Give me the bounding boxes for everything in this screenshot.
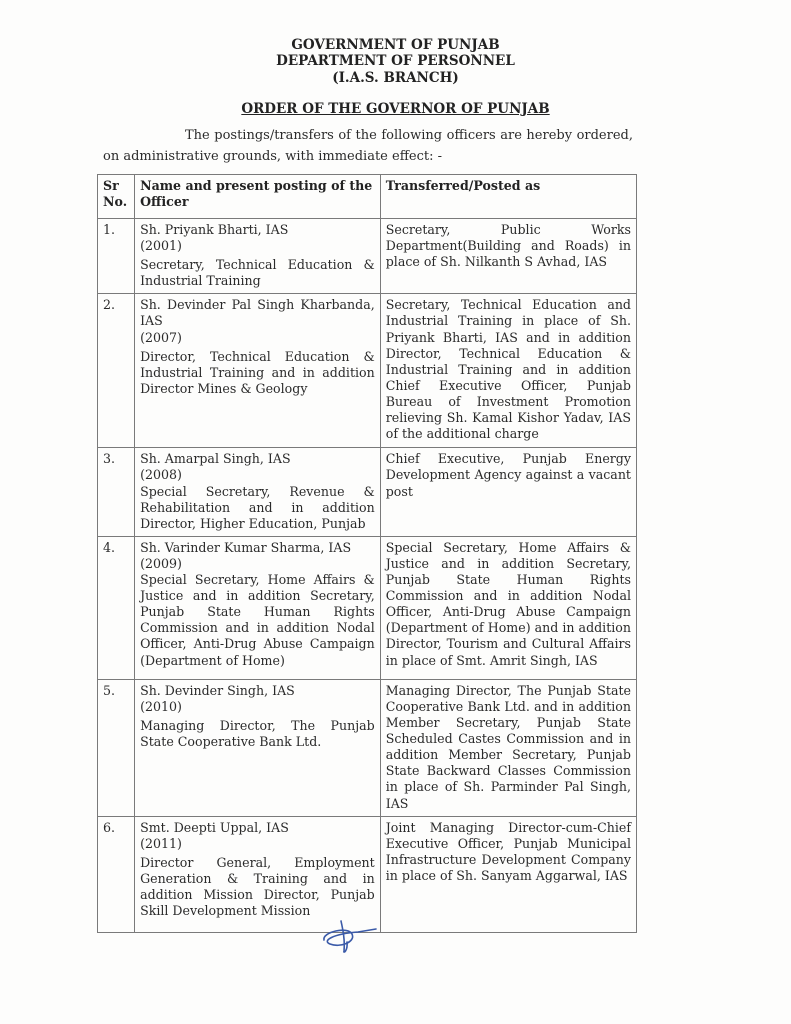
signature-icon bbox=[318, 918, 398, 962]
officer-cell bbox=[135, 294, 381, 448]
table-row bbox=[98, 448, 637, 536]
officer-name: Sh. Devinder Singh, IAS bbox=[140, 682, 295, 698]
header-department: DEPARTMENT OF PERSONNEL bbox=[276, 53, 515, 69]
sr-cell: 6. bbox=[98, 816, 135, 932]
header-branch: (I.A.S. BRANCH) bbox=[332, 70, 459, 86]
table-row bbox=[98, 536, 637, 679]
present-posting: Special Secretary, Revenue & Rehabilitation and in addition Director, Higher Education, Punjab bbox=[140, 483, 375, 531]
officer-name: Sh. Varinder Kumar Sharma, IAS bbox=[140, 539, 352, 555]
present-posting: Special Secretary, Home Affairs & Justice and in addition Secretary, Punjab State Human Rights Commission and in addition Nodal Officer, Anti-Drug Abuse Campaign (Department of Home) bbox=[140, 572, 375, 668]
posted-cell: Special Secretary, Home Affairs & Justice and in addition Secretary, Punjab State Human Rights Commission and in addition Nodal Officer, Anti-Drug Abuse Campaign (Department of Home) and in addition Director, Tourism and Cultural Affairs in place of Smt. Amrit Singh, IAS bbox=[380, 536, 636, 679]
sr-cell: 3. bbox=[98, 448, 135, 536]
officer-batch: (2010) bbox=[140, 698, 182, 714]
officer-batch: (2011) bbox=[140, 835, 182, 851]
transfer-table bbox=[97, 174, 637, 933]
table-row bbox=[98, 294, 637, 448]
present-posting: Managing Director, The Punjab State Cooperative Bank Ltd. bbox=[140, 718, 375, 750]
officer-cell bbox=[135, 679, 381, 816]
col-header-posted: Transferred/Posted as bbox=[380, 175, 636, 219]
present-posting: Director, Technical Education & Industrial Training and in addition Director Mines & Geology bbox=[140, 348, 375, 396]
officer-batch: (2009) bbox=[140, 555, 182, 571]
officer-cell bbox=[135, 448, 381, 536]
col-header-name: Name and present posting of the Officer bbox=[135, 175, 381, 219]
order-title: ORDER OF THE GOVERNOR OF PUNJAB bbox=[241, 101, 550, 117]
posted-cell: Secretary, Technical Education and Industrial Training in place of Sh. Priyank Bharti, IAS and in addition Director, Technical Education & Industrial Training and in addition Chief Executive Officer, Punjab Bureau of Investment Promotion relieving Sh. Kamal Kishor Yadav, IAS of the additional charge bbox=[380, 294, 636, 448]
present-posting: Director General, Employment Generation & Training and in addition Mission Director, Punjab Skill Development Mission bbox=[140, 854, 375, 919]
present-posting: Secretary, Technical Education & Industrial Training bbox=[140, 257, 375, 289]
table-row bbox=[98, 816, 637, 932]
posted-cell: Chief Executive, Punjab Energy Development Agency against a vacant post bbox=[380, 448, 636, 536]
posted-cell: Joint Managing Director-cum-Chief Executive Officer, Punjab Municipal Infrastructure Development Company in place of Sh. Sanyam Aggarwal, IAS bbox=[380, 816, 636, 932]
table-header-row bbox=[98, 175, 637, 219]
col-header-sr: Sr No. bbox=[98, 175, 135, 219]
officer-name: Sh. Devinder Pal Singh Kharbanda, IAS bbox=[140, 297, 375, 329]
posted-cell: Secretary, Public Works Department(Building and Roads) in place of Sh. Nilkanth S Avhad, IAS bbox=[380, 219, 636, 294]
officer-name: Sh. Priyank Bharti, IAS bbox=[140, 222, 289, 237]
sr-cell: 1. bbox=[98, 219, 135, 294]
table-row bbox=[98, 219, 637, 294]
officer-name: Sh. Amarpal Singh, IAS bbox=[140, 451, 291, 467]
posted-cell: Managing Director, The Punjab State Cooperative Bank Ltd. and in addition Member Secretary, Punjab State Scheduled Castes Commission and in addition Member Secretary, Punjab State Backward Classes Commission in place of Sh. Parminder Pal Singh, IAS bbox=[380, 679, 636, 816]
intro-paragraph bbox=[103, 125, 633, 167]
table-row bbox=[98, 679, 637, 816]
sr-cell: 2. bbox=[98, 294, 135, 448]
intro-text: The postings/transfers of the following officers are hereby ordered, on administrative grounds, with immediate effect: - bbox=[103, 128, 633, 164]
officer-batch: (2007) bbox=[140, 329, 182, 345]
officer-cell bbox=[135, 816, 381, 932]
officer-cell bbox=[135, 219, 381, 294]
officer-batch: (2001) bbox=[140, 238, 182, 254]
header-government: GOVERNMENT OF PUNJAB bbox=[291, 37, 500, 53]
sr-cell: 4. bbox=[98, 536, 135, 679]
officer-batch: (2008) bbox=[140, 467, 182, 483]
officer-name: Smt. Deepti Uppal, IAS bbox=[140, 819, 289, 835]
sr-cell: 5. bbox=[98, 679, 135, 816]
officer-cell bbox=[135, 536, 381, 679]
